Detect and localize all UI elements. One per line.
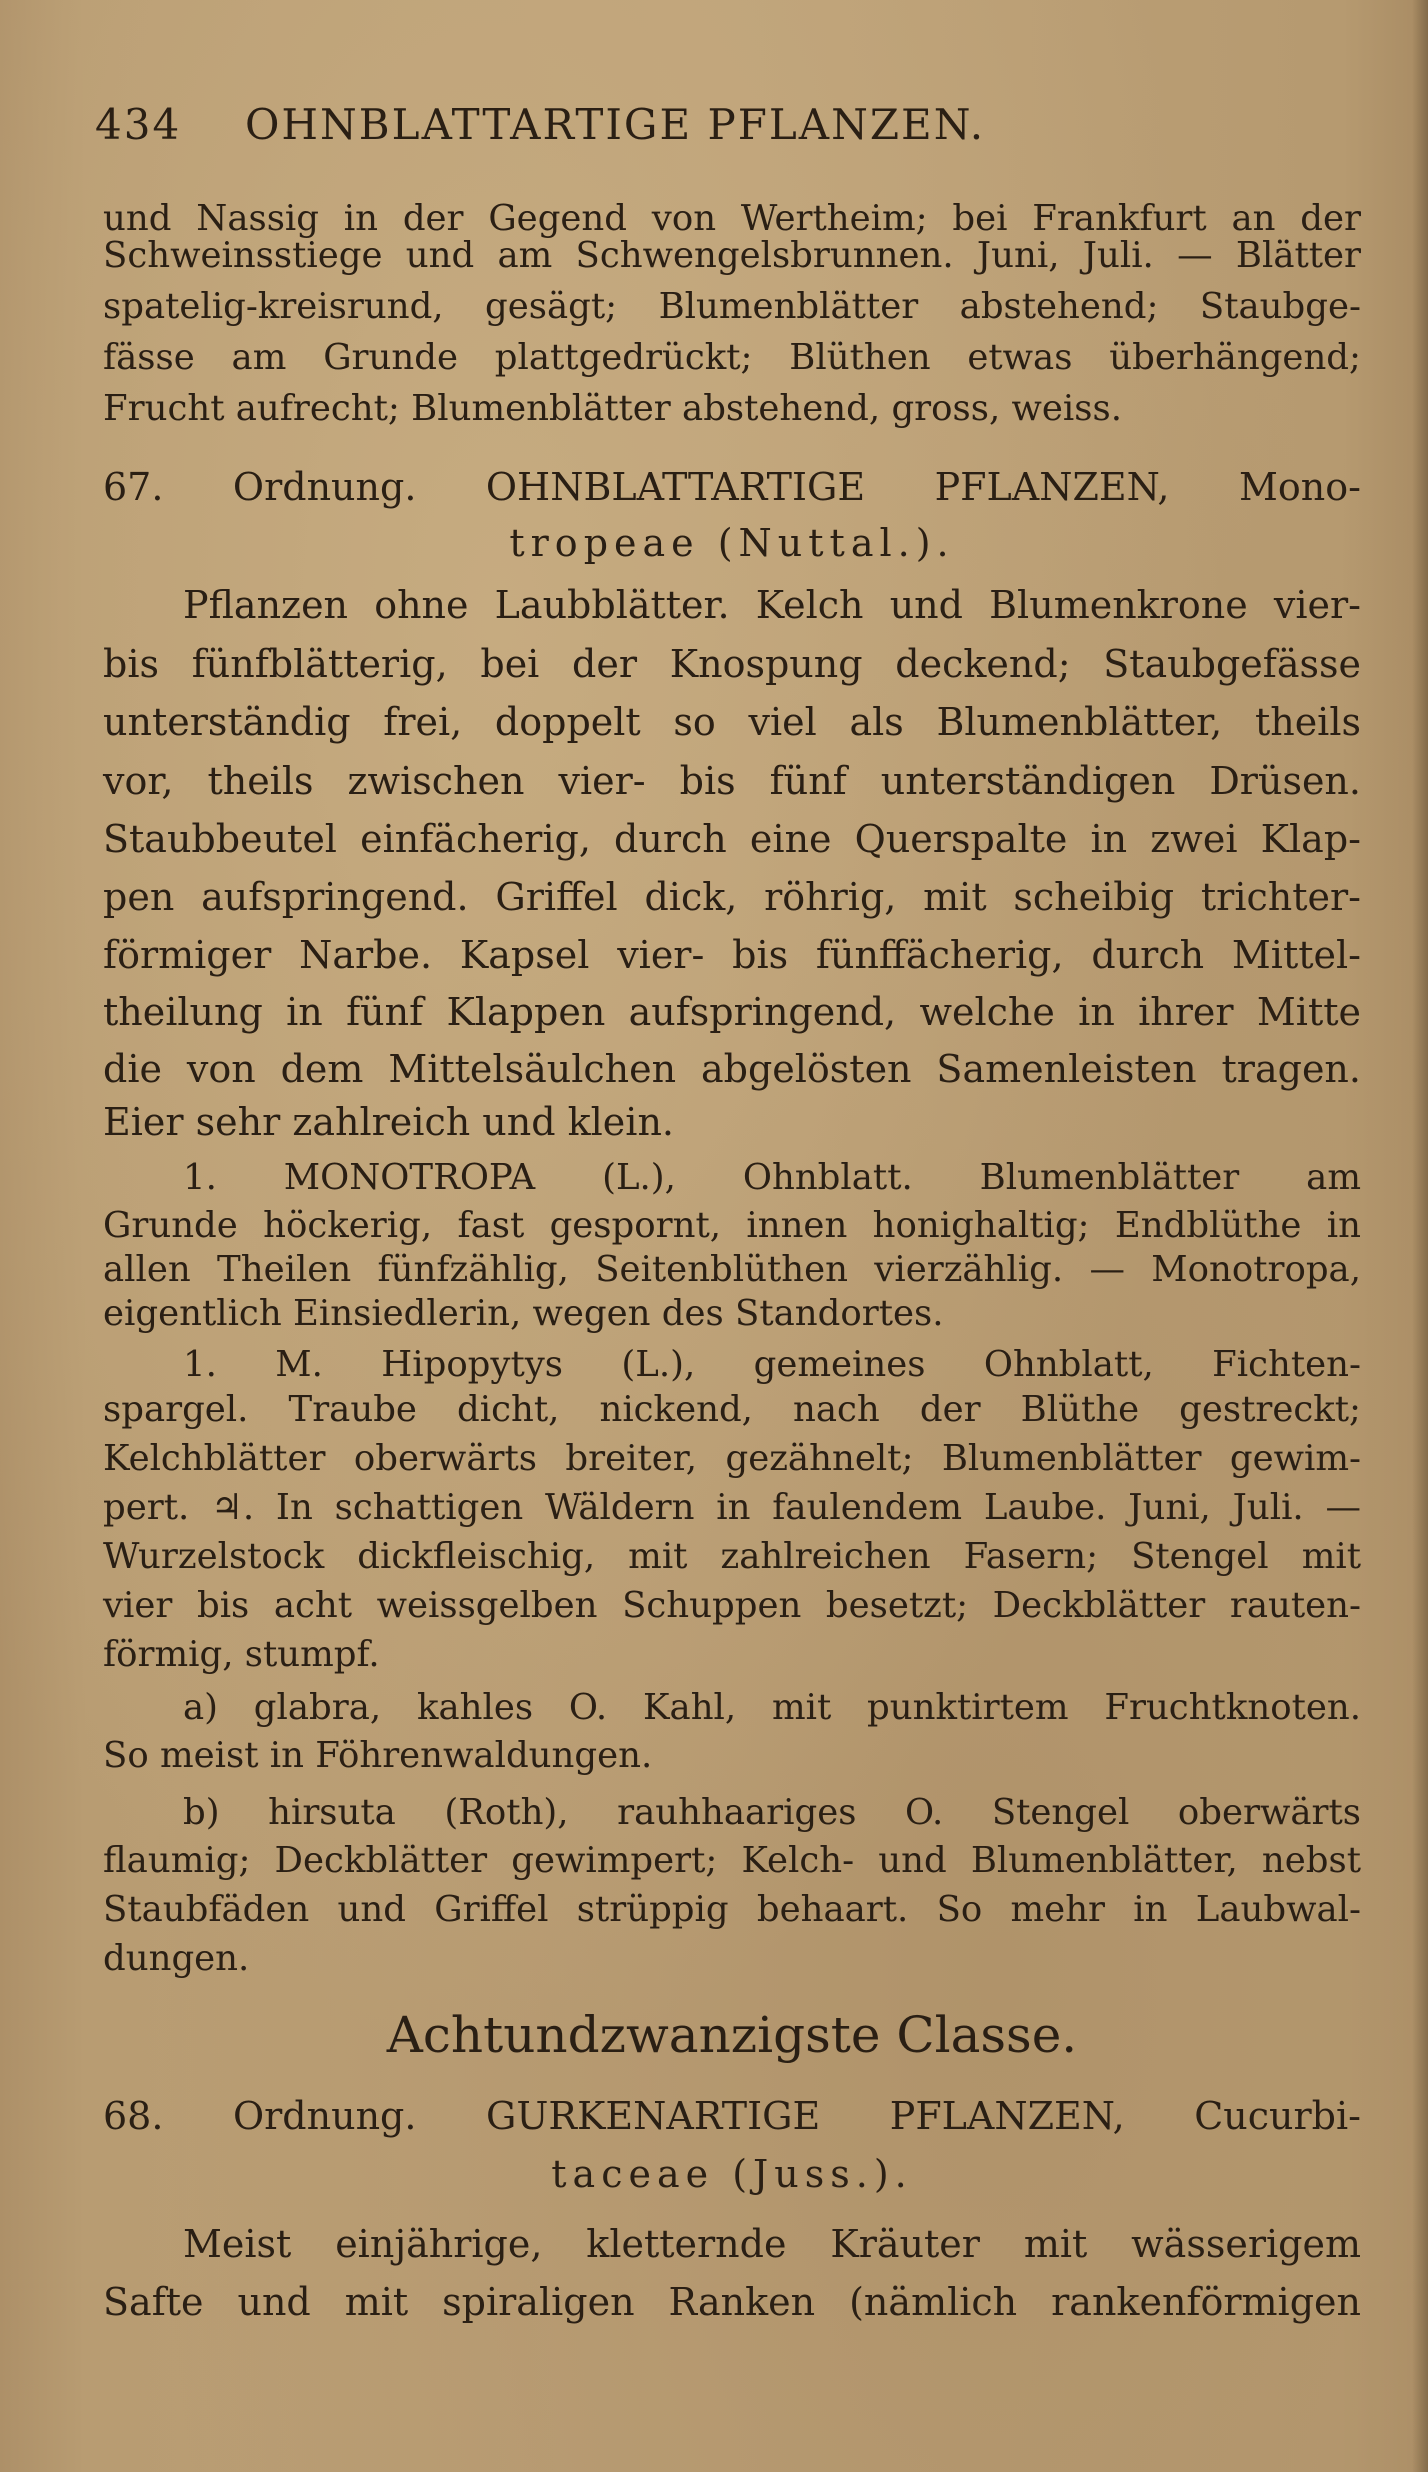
- text-line: Safte und mit spiraligen Ranken (nämlich rankenförmigen: [103, 2280, 1361, 2324]
- text-line: Staubfäden und Griffel strüppig behaart. So mehr in Laubwal-: [103, 1889, 1361, 1930]
- page-number: 434: [95, 100, 182, 149]
- text-line: spatelig-kreisrund, gesägt; Blumenblätter abstehend; Staubge-: [103, 286, 1361, 327]
- text-line: flaumig; Deckblätter gewimpert; Kelch- und Blumenblätter, nebst: [103, 1840, 1361, 1881]
- text-line: Schweinsstiege und am Schwengelsbrunnen. Juni, Juli. — Blätter: [103, 235, 1361, 276]
- variety-line: b) hirsuta (Roth), rauhhaariges O. Stengel oberwärts: [183, 1792, 1361, 1833]
- text-line: Kelchblätter oberwärts breiter, gezähnelt; Blumenblätter gewim-: [103, 1438, 1361, 1479]
- text-line: Eier sehr zahlreich und klein.: [103, 1100, 675, 1144]
- text-line: pert. ♃. In schattigen Wäldern in faulendem Laube. Juni, Juli. —: [103, 1487, 1361, 1528]
- text-line: Staubbeutel einfächerig, durch eine Querspalte in zwei Klap-: [103, 817, 1361, 861]
- text-line: fässe am Grunde plattgedrückt; Blüthen etwas überhängend;: [103, 337, 1361, 378]
- order-heading-cont: taceae (Juss.).: [551, 2152, 913, 2196]
- order-heading: 68. Ordnung. GURKENARTIGE PFLANZEN, Cucurbi-: [103, 2094, 1361, 2138]
- text-line: eigentlich Einsiedlerin, wegen des Standortes.: [103, 1293, 944, 1334]
- species-line: 1. M. Hipopytys (L.), gemeines Ohnblatt, Fichten-: [183, 1344, 1361, 1385]
- text-line: dungen.: [103, 1938, 250, 1979]
- running-header: [95, 100, 1135, 149]
- class-heading: Achtundzwanzigste Classe.: [386, 2006, 1078, 2064]
- running-title: OHNBLATTARTIGE PFLANZEN.: [245, 100, 986, 149]
- text-line: So meist in Föhrenwaldungen.: [103, 1735, 653, 1776]
- text-line: vier bis acht weissgelben Schuppen besetzt; Deckblätter rauten-: [103, 1585, 1361, 1626]
- text-line: allen Theilen fünfzählig, Seitenblüthen vierzählig. — Monotropa,: [103, 1249, 1361, 1290]
- text-line: spargel. Traube dicht, nickend, nach der Blüthe gestreckt;: [103, 1389, 1361, 1430]
- variety-line: a) glabra, kahles O. Kahl, mit punktirtem Fruchtknoten.: [183, 1687, 1361, 1728]
- text-line: förmiger Narbe. Kapsel vier- bis fünffächerig, durch Mittel-: [103, 933, 1361, 977]
- text-line: förmig, stumpf.: [103, 1634, 380, 1675]
- text-line: theilung in fünf Klappen aufspringend, welche in ihrer Mitte: [103, 990, 1361, 1034]
- text-line: pen aufspringend. Griffel dick, röhrig, mit scheibig trichter-: [103, 875, 1361, 919]
- text-line: und Nassig in der Gegend von Wertheim; bei Frankfurt an der: [103, 198, 1361, 239]
- text-line: die von dem Mittelsäulchen abgelösten Samenleisten tragen.: [103, 1047, 1361, 1091]
- text-line: Pflanzen ohne Laubblätter. Kelch und Blumenkrone vier-: [183, 583, 1361, 627]
- text-line: vor, theils zwischen vier- bis fünf unterständigen Drüsen.: [103, 759, 1361, 803]
- text-line: bis fünfblätterig, bei der Knospung deckend; Staubgefässe: [103, 642, 1361, 686]
- text-line: Wurzelstock dickfleischig, mit zahlreichen Fasern; Stengel mit: [103, 1536, 1361, 1577]
- order-heading-cont: tropeae (Nuttal.).: [509, 521, 955, 565]
- text-line: Meist einjährige, kletternde Kräuter mit wässerigem: [183, 2222, 1361, 2266]
- page-edge-shadow: [1412, 0, 1428, 2472]
- text-line: Frucht aufrecht; Blumenblätter abstehend, gross, weiss.: [103, 388, 1122, 429]
- order-heading: 67. Ordnung. OHNBLATTARTIGE PFLANZEN, Mono-: [103, 465, 1361, 509]
- genus-line: 1. MONOTROPA (L.), Ohnblatt. Blumenblätter am: [183, 1157, 1361, 1198]
- text-line: Grunde höckerig, fast gespornt, innen honighaltig; Endblüthe in: [103, 1205, 1361, 1246]
- text-line: unterständig frei, doppelt so viel als Blumenblätter, theils: [103, 700, 1361, 744]
